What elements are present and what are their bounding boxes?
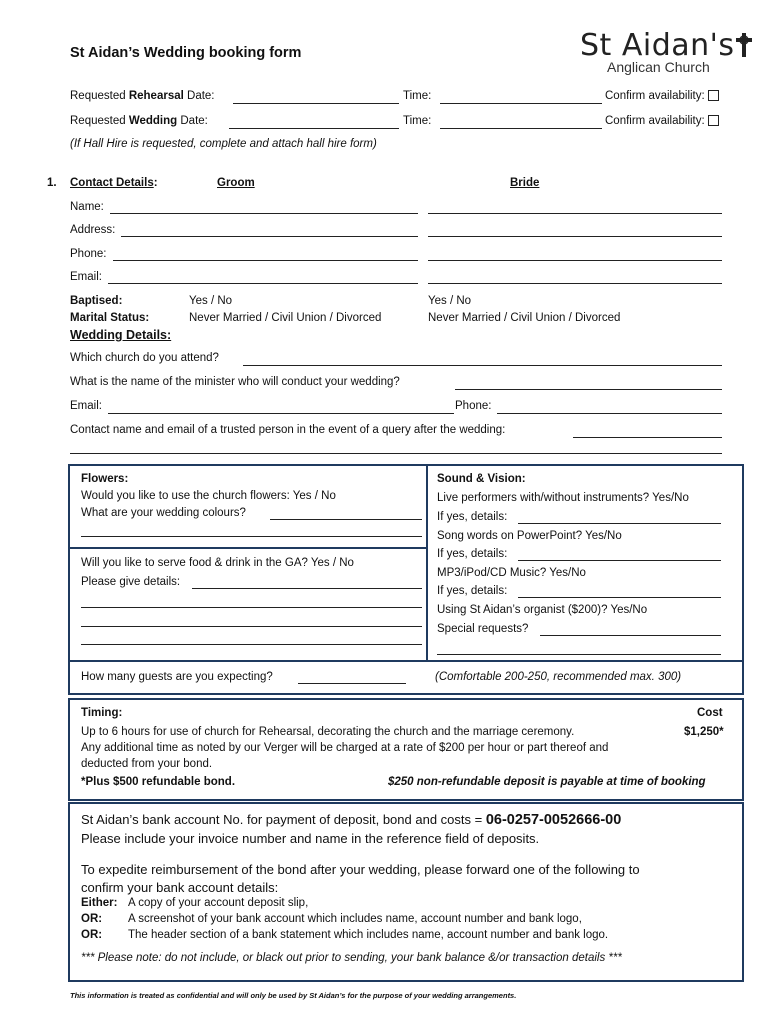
wedding-confirm-checkbox[interactable] <box>708 115 719 126</box>
rehearsal-date-label: Requested Rehearsal Date: <box>70 90 215 102</box>
rehearsal-confirm-checkbox[interactable] <box>708 90 719 101</box>
logo-text: St Aidan's <box>580 28 735 63</box>
or-text-2: The header section of a bank statement which includes name, account number and bank logo. <box>128 929 609 941</box>
bride-email-field[interactable] <box>428 283 722 284</box>
trusted-contact-field[interactable] <box>573 437 722 438</box>
wedding-email-field[interactable] <box>108 413 454 414</box>
colours-question: What are your wedding colours? <box>81 507 246 519</box>
bank-warning-note: *** Please note: do not include, or black out prior to sending, your bank balance &/or transaction details *** <box>81 952 622 964</box>
hall-hire-note: (If Hall Hire is requested, complete and attach hall hire form) <box>70 138 377 150</box>
bank-line-4: confirm your bank account details: <box>81 880 279 895</box>
bond-note: *Plus $500 refundable bond. <box>81 776 236 788</box>
groom-baptised-options[interactable]: Yes / No <box>189 295 233 307</box>
bride-address-field[interactable] <box>428 236 722 237</box>
trusted-contact-question: Contact name and email of a trusted person in the event of a query after the wedding: <box>70 424 506 436</box>
wedding-phone-label: Phone: <box>455 400 492 412</box>
contact-heading: Contact Details: <box>70 177 158 189</box>
music-details-label: If yes, details: <box>437 585 508 597</box>
or-text-1: A screenshot of your bank account which includes name, account number and bank logo, <box>128 913 582 925</box>
groom-address-field[interactable] <box>121 236 418 237</box>
church-question: Which church do you attend? <box>70 352 219 364</box>
wedding-confirm-label: Confirm availability: <box>605 115 719 127</box>
bank-account-number: 06-0257-0052666-00 <box>485 812 622 828</box>
or-label-2: OR: <box>81 929 103 941</box>
section-number: 1. <box>47 177 57 189</box>
cross-icon <box>735 31 753 59</box>
bride-marital-options[interactable]: Never Married / Civil Union / Divorced <box>428 312 621 324</box>
page-title: St Aidan’s Wedding booking form <box>70 45 302 61</box>
wedding-details-heading: Wedding Details: <box>70 328 172 342</box>
special-requests-field-2[interactable] <box>437 654 721 655</box>
rehearsal-time-label: Time: <box>403 90 432 102</box>
song-details-label: If yes, details: <box>437 548 508 560</box>
rehearsal-time-field[interactable] <box>440 103 602 104</box>
guests-note: (Comfortable 200-250, recommended max. 300) <box>435 671 682 683</box>
wedding-date-label: Requested Wedding Date: <box>70 115 208 127</box>
rehearsal-date-field[interactable] <box>233 103 399 104</box>
deposit-note: $250 non-refundable deposit is payable at time of booking <box>388 776 706 788</box>
bride-phone-field[interactable] <box>428 260 722 261</box>
price-value: $1,250* <box>684 726 724 738</box>
cost-heading: Cost <box>697 707 723 719</box>
wedding-phone-field[interactable] <box>497 413 722 414</box>
bride-name-field[interactable] <box>428 213 722 214</box>
groom-marital-options[interactable]: Never Married / Civil Union / Divorced <box>189 312 382 324</box>
or-label-1: OR: <box>81 913 103 925</box>
colours-field[interactable] <box>270 519 422 520</box>
bank-account-line: St Aidan’s bank account No. for payment of deposit, bond and costs = 06-0257-0052666-00 <box>81 812 622 828</box>
trusted-contact-field-2[interactable] <box>70 453 722 454</box>
food-question: Will you like to serve food & drink in the GA? Yes / No <box>81 557 354 569</box>
timing-line-1: Up to 6 hours for use of church for Rehearsal, decorating the church and the marriage ceremony. <box>81 726 575 738</box>
bride-heading: Bride <box>510 177 540 189</box>
wedding-time-field[interactable] <box>440 128 602 129</box>
timing-line-2: Any additional time as noted by our Verger will be charged at a rate of $200 per hour or part thereof and <box>81 742 609 754</box>
email-label: Email: <box>70 271 102 283</box>
flowers-question: Would you like to use the church flowers: Yes / No <box>81 490 336 502</box>
bride-baptised-options[interactable]: Yes / No <box>428 295 472 307</box>
groom-name-field[interactable] <box>110 213 418 214</box>
timing-heading: Timing: <box>81 707 123 719</box>
marital-label: Marital Status: <box>70 312 150 324</box>
guests-question: How many guests are you expecting? <box>81 671 273 683</box>
church-logo <box>580 28 753 75</box>
special-requests-label: Special requests? <box>437 623 529 635</box>
minister-question: What is the name of the minister who will conduct your wedding? <box>70 376 400 388</box>
baptised-label: Baptised: <box>70 295 123 307</box>
food-details-field-3[interactable] <box>81 626 422 627</box>
food-details-field-2[interactable] <box>81 607 422 608</box>
live-details-label: If yes, details: <box>437 511 508 523</box>
name-label: Name: <box>70 201 104 213</box>
special-requests-field[interactable] <box>540 635 721 636</box>
rehearsal-confirm-label: Confirm availability: <box>605 90 719 102</box>
phone-label: Phone: <box>70 248 107 260</box>
groom-heading: Groom <box>217 177 255 189</box>
song-words-question: Song words on PowerPoint? Yes/No <box>437 530 622 542</box>
timing-line-3: deducted from your bond. <box>81 758 213 770</box>
either-text: A copy of your account deposit slip, <box>128 897 309 909</box>
wedding-time-label: Time: <box>403 115 432 127</box>
minister-field[interactable] <box>455 389 722 390</box>
food-details-field[interactable] <box>192 588 422 589</box>
guests-field[interactable] <box>298 683 406 684</box>
live-details-field[interactable] <box>518 523 721 524</box>
flowers-heading: Flowers: <box>81 473 129 485</box>
either-label: Either: <box>81 897 118 909</box>
live-performers-question: Live performers with/without instruments? Yes/No <box>437 492 689 504</box>
sound-heading: Sound & Vision: <box>437 473 526 485</box>
wedding-email-label: Email: <box>70 400 102 412</box>
song-details-field[interactable] <box>518 560 721 561</box>
food-details-label: Please give details: <box>81 576 181 588</box>
bank-line-3: To expedite reimbursement of the bond after your wedding, please forward one of the following to <box>81 862 640 877</box>
bank-line-2: Please include your invoice number and name in the reference field of deposits. <box>81 831 540 846</box>
wedding-date-field[interactable] <box>229 128 399 129</box>
groom-email-field[interactable] <box>108 283 418 284</box>
groom-phone-field[interactable] <box>113 260 418 261</box>
logo-subtitle: Anglican Church <box>607 59 710 75</box>
colours-field-2[interactable] <box>81 536 422 537</box>
confidential-footer: This information is treated as confidential and will only be used by St Aidan’s for the purpose of your wedding arrangements. <box>70 991 517 1000</box>
music-question: MP3/iPod/CD Music? Yes/No <box>437 567 586 579</box>
food-details-field-4[interactable] <box>81 644 422 645</box>
address-label: Address: <box>70 224 116 236</box>
music-details-field[interactable] <box>518 597 721 598</box>
organist-question: Using St Aidan’s organist ($200)? Yes/No <box>437 604 648 616</box>
church-field[interactable] <box>243 365 722 366</box>
